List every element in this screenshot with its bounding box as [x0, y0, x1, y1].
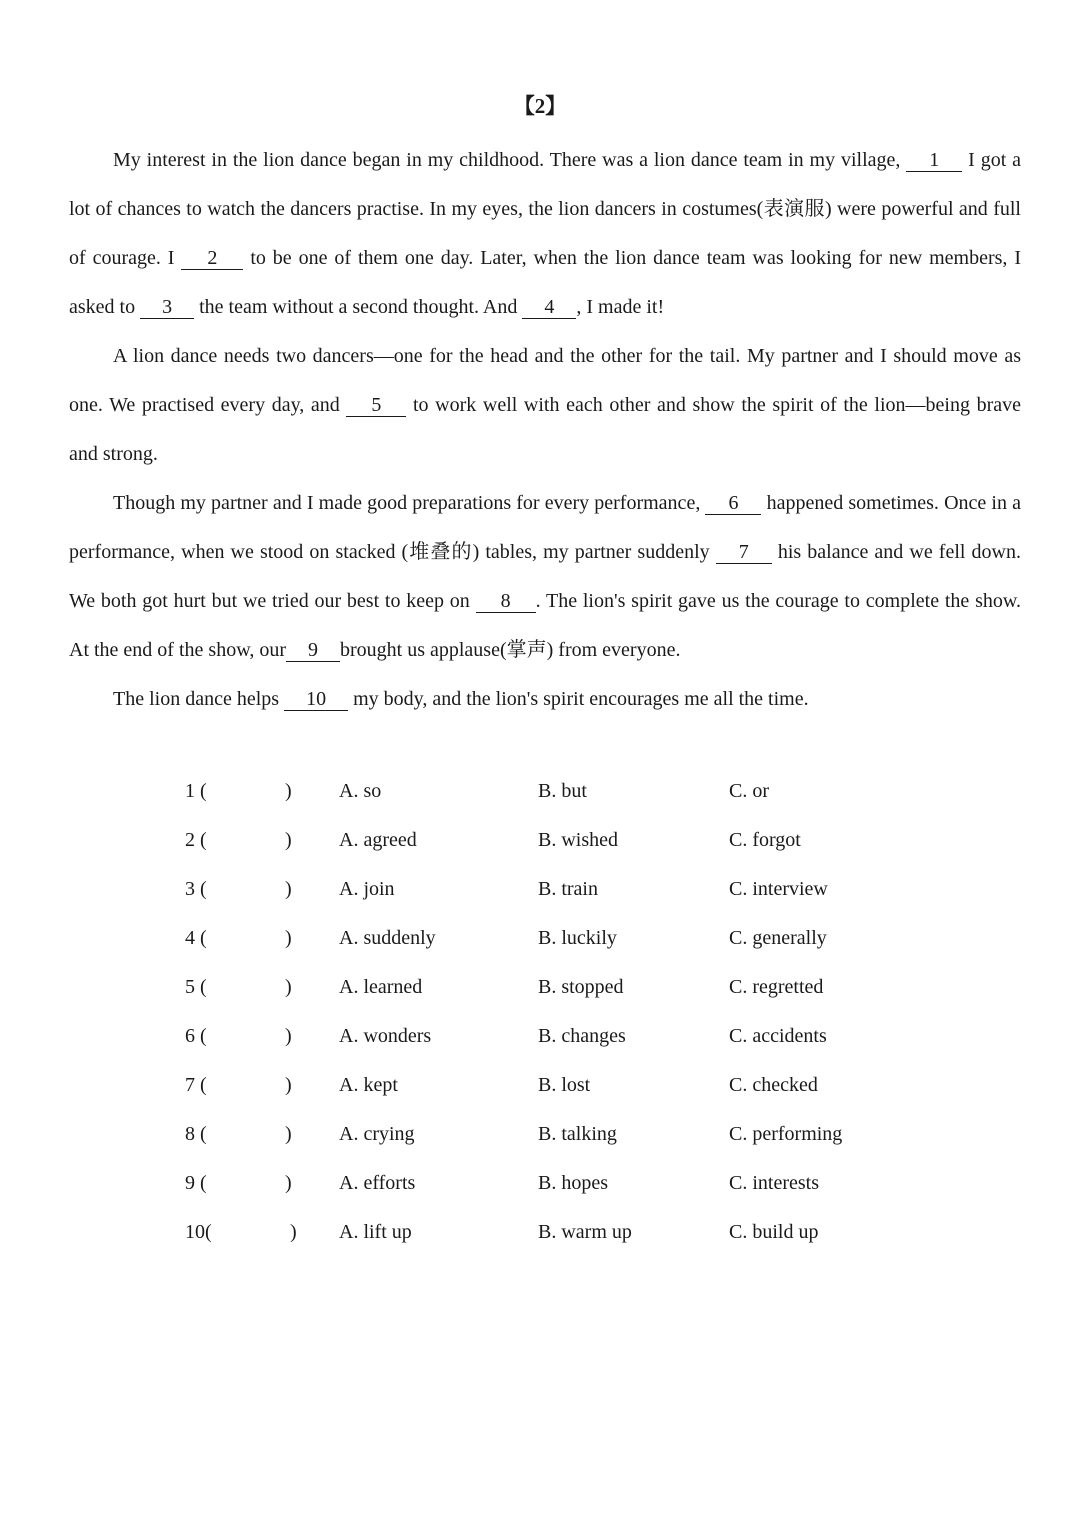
option-b[interactable]: B. but — [538, 780, 587, 802]
question-row-8 — [0, 1110, 1080, 1159]
option-a[interactable]: A. kept — [339, 1074, 398, 1096]
answer-paren[interactable]: ) — [285, 1074, 292, 1096]
option-c[interactable]: C. accidents — [729, 1025, 827, 1047]
question-number: 10( — [185, 1221, 212, 1243]
passage-text: happened sometimes. Once in a performance, when we stood on stacked (堆叠的) tables, my partner suddenly — [69, 492, 1021, 563]
blank-3[interactable]: 3 — [140, 296, 194, 319]
option-b[interactable]: B. talking — [538, 1123, 617, 1145]
question-number: 5 ( — [185, 976, 207, 998]
passage-text: to work well with each other and show the spirit of the lion—being brave and strong. — [69, 394, 1021, 465]
question-number: 6 ( — [185, 1025, 207, 1047]
option-c[interactable]: C. generally — [729, 927, 827, 949]
option-a[interactable]: A. wonders — [339, 1025, 432, 1047]
option-b[interactable]: B. hopes — [538, 1172, 608, 1194]
answer-paren[interactable]: ) — [285, 1025, 292, 1047]
passage-text: My interest in the lion dance began in my childhood. There was a lion dance team in my village, — [113, 149, 907, 171]
paragraph-1 — [69, 136, 1021, 332]
question-number: 7 ( — [185, 1074, 207, 1096]
option-a[interactable]: A. efforts — [339, 1172, 416, 1194]
passage-text: I got a lot of chances to watch the dancers practise. In my eyes, the lion dancers in costumes(表演服) were powerful and full of courage. I — [69, 149, 1022, 269]
answer-paren[interactable]: ) — [285, 1172, 292, 1194]
option-b[interactable]: B. stopped — [538, 976, 624, 998]
option-a[interactable]: A. crying — [339, 1123, 415, 1145]
passage-text: . The lion's spirit gave us the courage to complete the show. At the end of the show, our — [69, 590, 1021, 661]
blank-1[interactable]: 1 — [906, 149, 962, 172]
option-c[interactable]: C. regretted — [729, 976, 824, 998]
blank-8[interactable]: 8 — [476, 590, 536, 613]
passage-text: brought us applause(掌声) from everyone. — [340, 639, 681, 661]
option-b[interactable]: B. luckily — [538, 927, 617, 949]
blank-10[interactable]: 10 — [284, 688, 348, 711]
passage-text: Though my partner and I made good preparations for every performance, — [113, 492, 706, 514]
option-c[interactable]: C. performing — [729, 1123, 843, 1145]
blank-6[interactable]: 6 — [705, 492, 761, 515]
option-c[interactable]: C. forgot — [729, 829, 801, 851]
option-c[interactable]: C. or — [729, 780, 769, 802]
passage-text: to be one of them one day. Later, when the lion dance team was looking for new members, I asked to — [69, 247, 1021, 318]
answer-paren[interactable]: ) — [290, 1221, 297, 1243]
option-a[interactable]: A. join — [339, 878, 395, 900]
option-a[interactable]: A. so — [339, 780, 382, 802]
option-b[interactable]: B. lost — [538, 1074, 591, 1096]
question-number: 9 ( — [185, 1172, 207, 1194]
passage-text: the team without a second thought. And — [194, 296, 523, 318]
answer-paren[interactable]: ) — [285, 927, 292, 949]
question-number: 4 ( — [185, 927, 207, 949]
blank-5[interactable]: 5 — [346, 394, 406, 417]
options-list — [0, 767, 1080, 1257]
paragraph-2 — [69, 332, 1021, 479]
option-a[interactable]: A. agreed — [339, 829, 417, 851]
blank-4[interactable]: 4 — [522, 296, 576, 319]
question-row-5 — [0, 963, 1080, 1012]
question-row-9 — [0, 1159, 1080, 1208]
option-c[interactable]: C. interview — [729, 878, 828, 900]
answer-paren[interactable]: ) — [285, 829, 292, 851]
option-c[interactable]: C. interests — [729, 1172, 819, 1194]
option-b[interactable]: B. changes — [538, 1025, 626, 1047]
passage-text: A lion dance needs two dancers—one for the head and the other for the tail. My partner and I should move as one. We practised every day, and — [69, 345, 1021, 416]
paragraph-4 — [69, 675, 1021, 724]
question-row-4 — [0, 914, 1080, 963]
answer-paren[interactable]: ) — [285, 780, 292, 802]
question-row-7 — [0, 1061, 1080, 1110]
answer-paren[interactable]: ) — [285, 1123, 292, 1145]
option-b[interactable]: B. train — [538, 878, 598, 900]
question-number: 1 ( — [185, 780, 207, 802]
question-row-10 — [0, 1208, 1080, 1257]
passage-text: his balance and we fell down. We both got hurt but we tried our best to keep on — [69, 541, 1021, 612]
question-row-1 — [0, 767, 1080, 816]
passage-text: my body, and the lion's spirit encourages me all the time. — [348, 688, 809, 710]
passage — [69, 136, 1021, 724]
question-row-3 — [0, 865, 1080, 914]
question-number: 3 ( — [185, 878, 207, 900]
question-number: 8 ( — [185, 1123, 207, 1145]
passage-text: The lion dance helps — [113, 688, 285, 710]
option-c[interactable]: C. build up — [729, 1221, 819, 1243]
option-b[interactable]: B. warm up — [538, 1221, 632, 1243]
page-title: 【2】 — [513, 94, 567, 118]
option-b[interactable]: B. wished — [538, 829, 618, 851]
paragraph-3 — [69, 479, 1021, 675]
blank-9[interactable]: 9 — [286, 639, 340, 662]
answer-paren[interactable]: ) — [285, 878, 292, 900]
question-number: 2 ( — [185, 829, 207, 851]
passage-text: , I made it! — [576, 296, 665, 318]
option-c[interactable]: C. checked — [729, 1074, 818, 1096]
blank-7[interactable]: 7 — [716, 541, 772, 564]
option-a[interactable]: A. learned — [339, 976, 423, 998]
question-row-6 — [0, 1012, 1080, 1061]
option-a[interactable]: A. lift up — [339, 1221, 412, 1243]
question-row-2 — [0, 816, 1080, 865]
answer-paren[interactable]: ) — [285, 976, 292, 998]
option-a[interactable]: A. suddenly — [339, 927, 436, 949]
blank-2[interactable]: 2 — [181, 247, 243, 270]
